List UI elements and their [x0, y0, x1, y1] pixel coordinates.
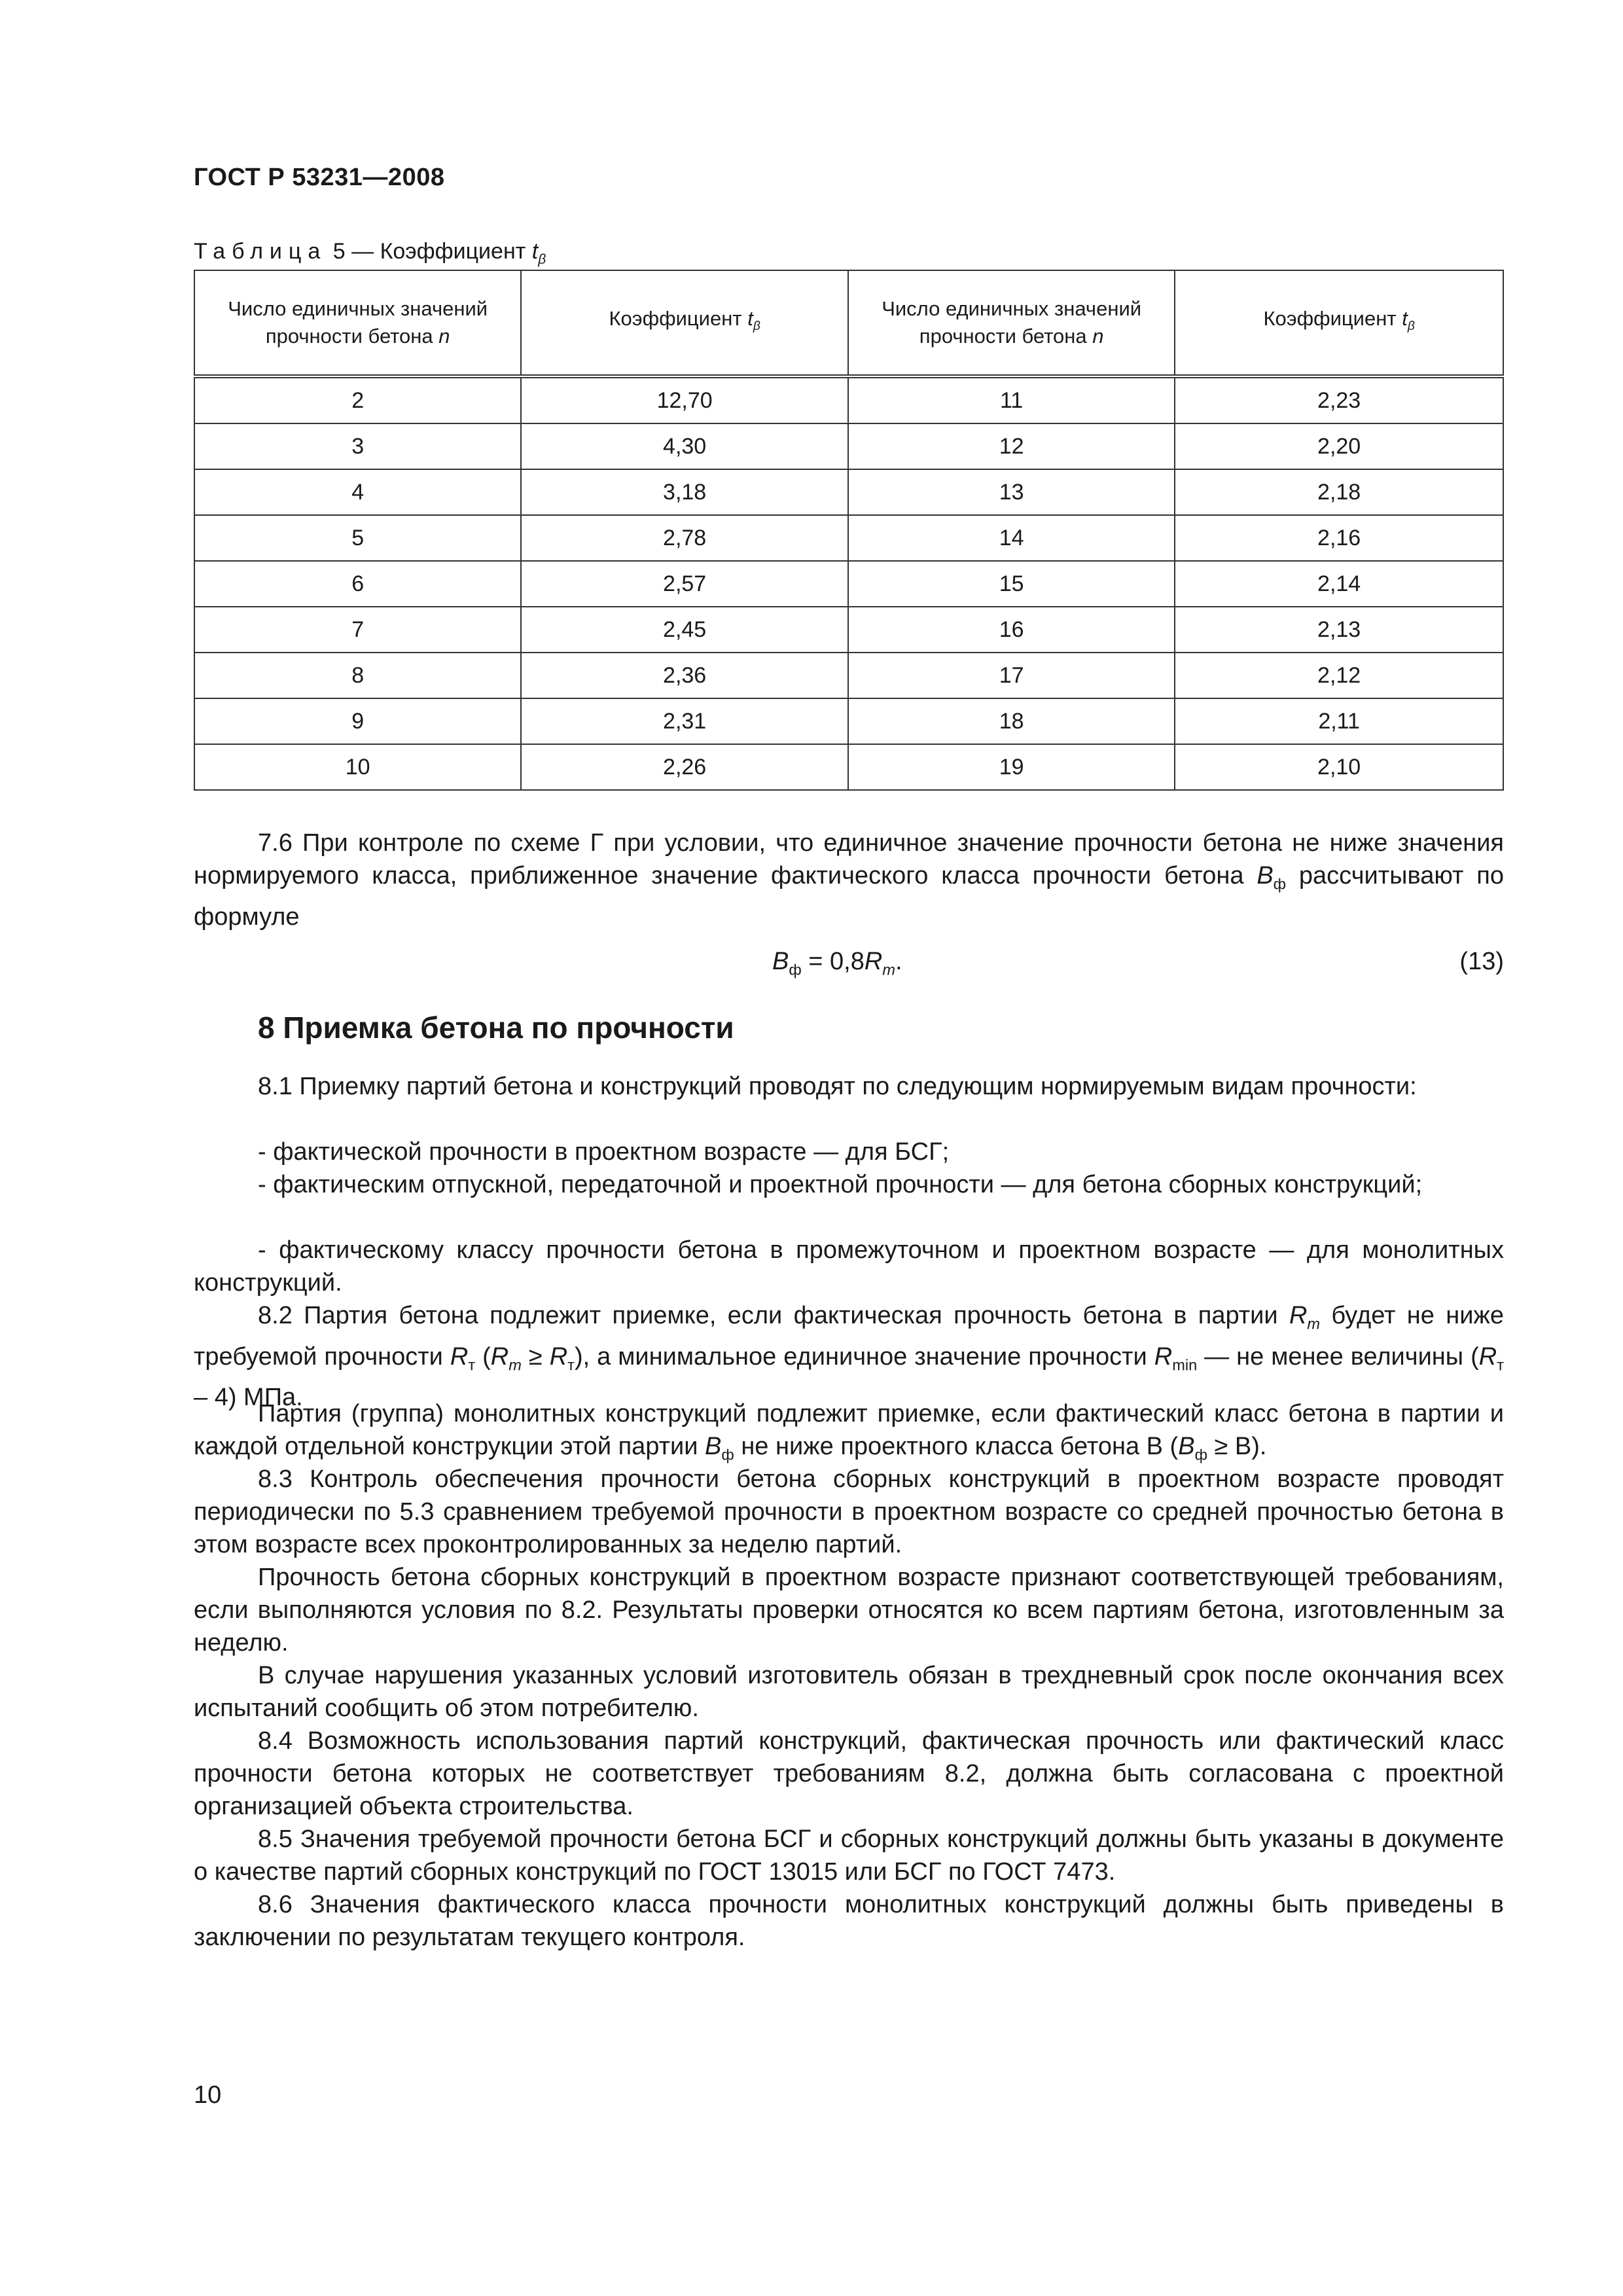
paragraph-8-3-requirements: Прочность бетона сборных конструкций в проектном возрасте признают соответствующей требованиям, если выполняются условия по 8.2. Результаты проверки относятся ко всем партиям бетона, изготовленным за неделю. [194, 1564, 1504, 1657]
table-cell: 10 [194, 744, 521, 790]
table-cell: 2,16 [1175, 515, 1503, 561]
table-cell: 3 [194, 423, 521, 469]
formula-expression: $B_ф = 0,8R_m$. [772, 948, 902, 978]
table-cell: 8 [194, 653, 521, 698]
table-cell: 12,70 [521, 376, 848, 423]
table-row [194, 515, 1503, 561]
list-item: - фактическому классу прочности бетона в промежуточном и проектном возрасте — для монолитных конструкций. [194, 1236, 1504, 1297]
table-cell: 2,57 [521, 561, 848, 607]
table-row [194, 698, 1503, 744]
table-cell: 3,18 [521, 469, 848, 515]
table-header-row [194, 270, 1503, 376]
document-header: ГОСТ Р 53231—2008 [194, 164, 445, 191]
table-row [194, 607, 1503, 653]
page-number: 10 [194, 2081, 222, 2109]
table-cell: 2 [194, 376, 521, 423]
table-cell: 4,30 [521, 423, 848, 469]
header-coefficient-2: Коэффициент $t_\beta$ [1175, 270, 1503, 376]
header-coefficient-1: Коэффициент $t_\beta$ [521, 270, 848, 376]
list-item: - фактическим отпускной, передаточной и проектной прочности — для бетона сборных конструкций; [258, 1171, 1423, 1198]
paragraph-8-3: 8.3 Контроль обеспечения прочности бетона сборных конструкций в проектном возрасте проводят периодически по 5.3 сравнением требуемой прочности в проектном возрасте со средней прочностью бетона в этом возрасте всех проконтролированных за неделю партий. [194, 1465, 1504, 1558]
formula-13 [194, 948, 1504, 980]
table-cell: 13 [848, 469, 1175, 515]
table-cell: 6 [194, 561, 521, 607]
table-row [194, 744, 1503, 790]
paragraph-8-3-violation: В случае нарушения указанных условий изготовитель обязан в трехдневный срок после окончания всех испытаний сообщить об этом потребителю. [194, 1662, 1504, 1722]
paragraph-8-5: 8.5 Значения требуемой прочности бетона БСГ и сборных конструкций должны быть указаны в документе о качестве партий сборных конструкций по ГОСТ 13015 или БСГ по ГОСТ 7473. [194, 1825, 1504, 1886]
table-cell: 9 [194, 698, 521, 744]
table-cell: 2,23 [1175, 376, 1503, 423]
coefficient-table [194, 270, 1504, 791]
table-cell: 2,45 [521, 607, 848, 653]
table-cell: 2,11 [1175, 698, 1503, 744]
table-cell: 17 [848, 653, 1175, 698]
paragraph-8-2-monolithic: Партия (группа) монолитных конструкций подлежит приемке, если фактический класс бетона в партии и каждой отдельной конструкции этой партии $B_ф$ не ниже проектного класса бетона В $(B_ф \ge В)$. [194, 1400, 1504, 1463]
table-row [194, 423, 1503, 469]
table-cell: 2,12 [1175, 653, 1503, 698]
table-cell: 2,31 [521, 698, 848, 744]
table-cell: 2,36 [521, 653, 848, 698]
table-row [194, 653, 1503, 698]
table-cell: 2,13 [1175, 607, 1503, 653]
table-cell: 2,26 [521, 744, 848, 790]
list-item: - фактической прочности в проектном возрасте — для БСГ; [258, 1138, 950, 1166]
paragraph-8-1: 8.1 Приемку партий бетона и конструкций проводят по следующим нормируемым видам прочности: [258, 1073, 1417, 1100]
table-row [194, 561, 1503, 607]
table-cell: 18 [848, 698, 1175, 744]
table-caption-word: Таблица [194, 239, 327, 264]
table-cell: 2,20 [1175, 423, 1503, 469]
table-cell: 5 [194, 515, 521, 561]
table-cell: 16 [848, 607, 1175, 653]
header-count-n-1: Число единичных значений прочности бетона n [194, 270, 521, 376]
paragraph-7-6: 7.6 При контроле по схеме Г при условии, что единичное значение прочности бетона не ниже значения нормируемого класса, приближенное значение фактического класса прочности бетона $B_ф$ рассчитывают по формуле [194, 829, 1505, 931]
table-cell: 2,10 [1175, 744, 1503, 790]
table-cell: 4 [194, 469, 521, 515]
header-count-n-2: Число единичных значений прочности бетона n [848, 270, 1175, 376]
table-caption-title: 5 — Коэффициент [332, 239, 526, 264]
table-cell: 2,18 [1175, 469, 1503, 515]
table-cell: 15 [848, 561, 1175, 607]
table-cell: 14 [848, 515, 1175, 561]
table-row [194, 469, 1503, 515]
table-row [194, 376, 1503, 423]
section-heading: 8 Приемка бетона по прочности [258, 1011, 734, 1045]
table-cell: 11 [848, 376, 1175, 423]
table-cell: 2,78 [521, 515, 848, 561]
table-cell: 7 [194, 607, 521, 653]
table-cell: 19 [848, 744, 1175, 790]
paragraph-8-4: 8.4 Возможность использования партий конструкций, фактическая прочность или фактический класс прочности бетона которых не соответствует требованиям 8.2, должна быть согласована с проектной организацией объекта строительства. [194, 1727, 1504, 1820]
formula-number: (13) [1459, 948, 1504, 975]
paragraph-8-6: 8.6 Значения фактического класса прочности монолитных конструкций должны быть приведены в заключении по результатам текущего контроля. [194, 1891, 1504, 1951]
table-cell: 12 [848, 423, 1175, 469]
table-cell: 2,14 [1175, 561, 1503, 607]
table-caption [194, 239, 546, 268]
paragraph-8-2: 8.2 Партия бетона подлежит приемке, если фактическая прочность бетона в партии $R_m$ будет не ниже требуемой прочности $R_т$ $(R_m \ge R_т)$, а минимальное единичное значение прочности $R_{min}$ — не менее величины $(R_т - 4)$ МПа. [194, 1302, 1504, 1412]
table-caption-symbol: $t_\beta$ [531, 239, 546, 267]
